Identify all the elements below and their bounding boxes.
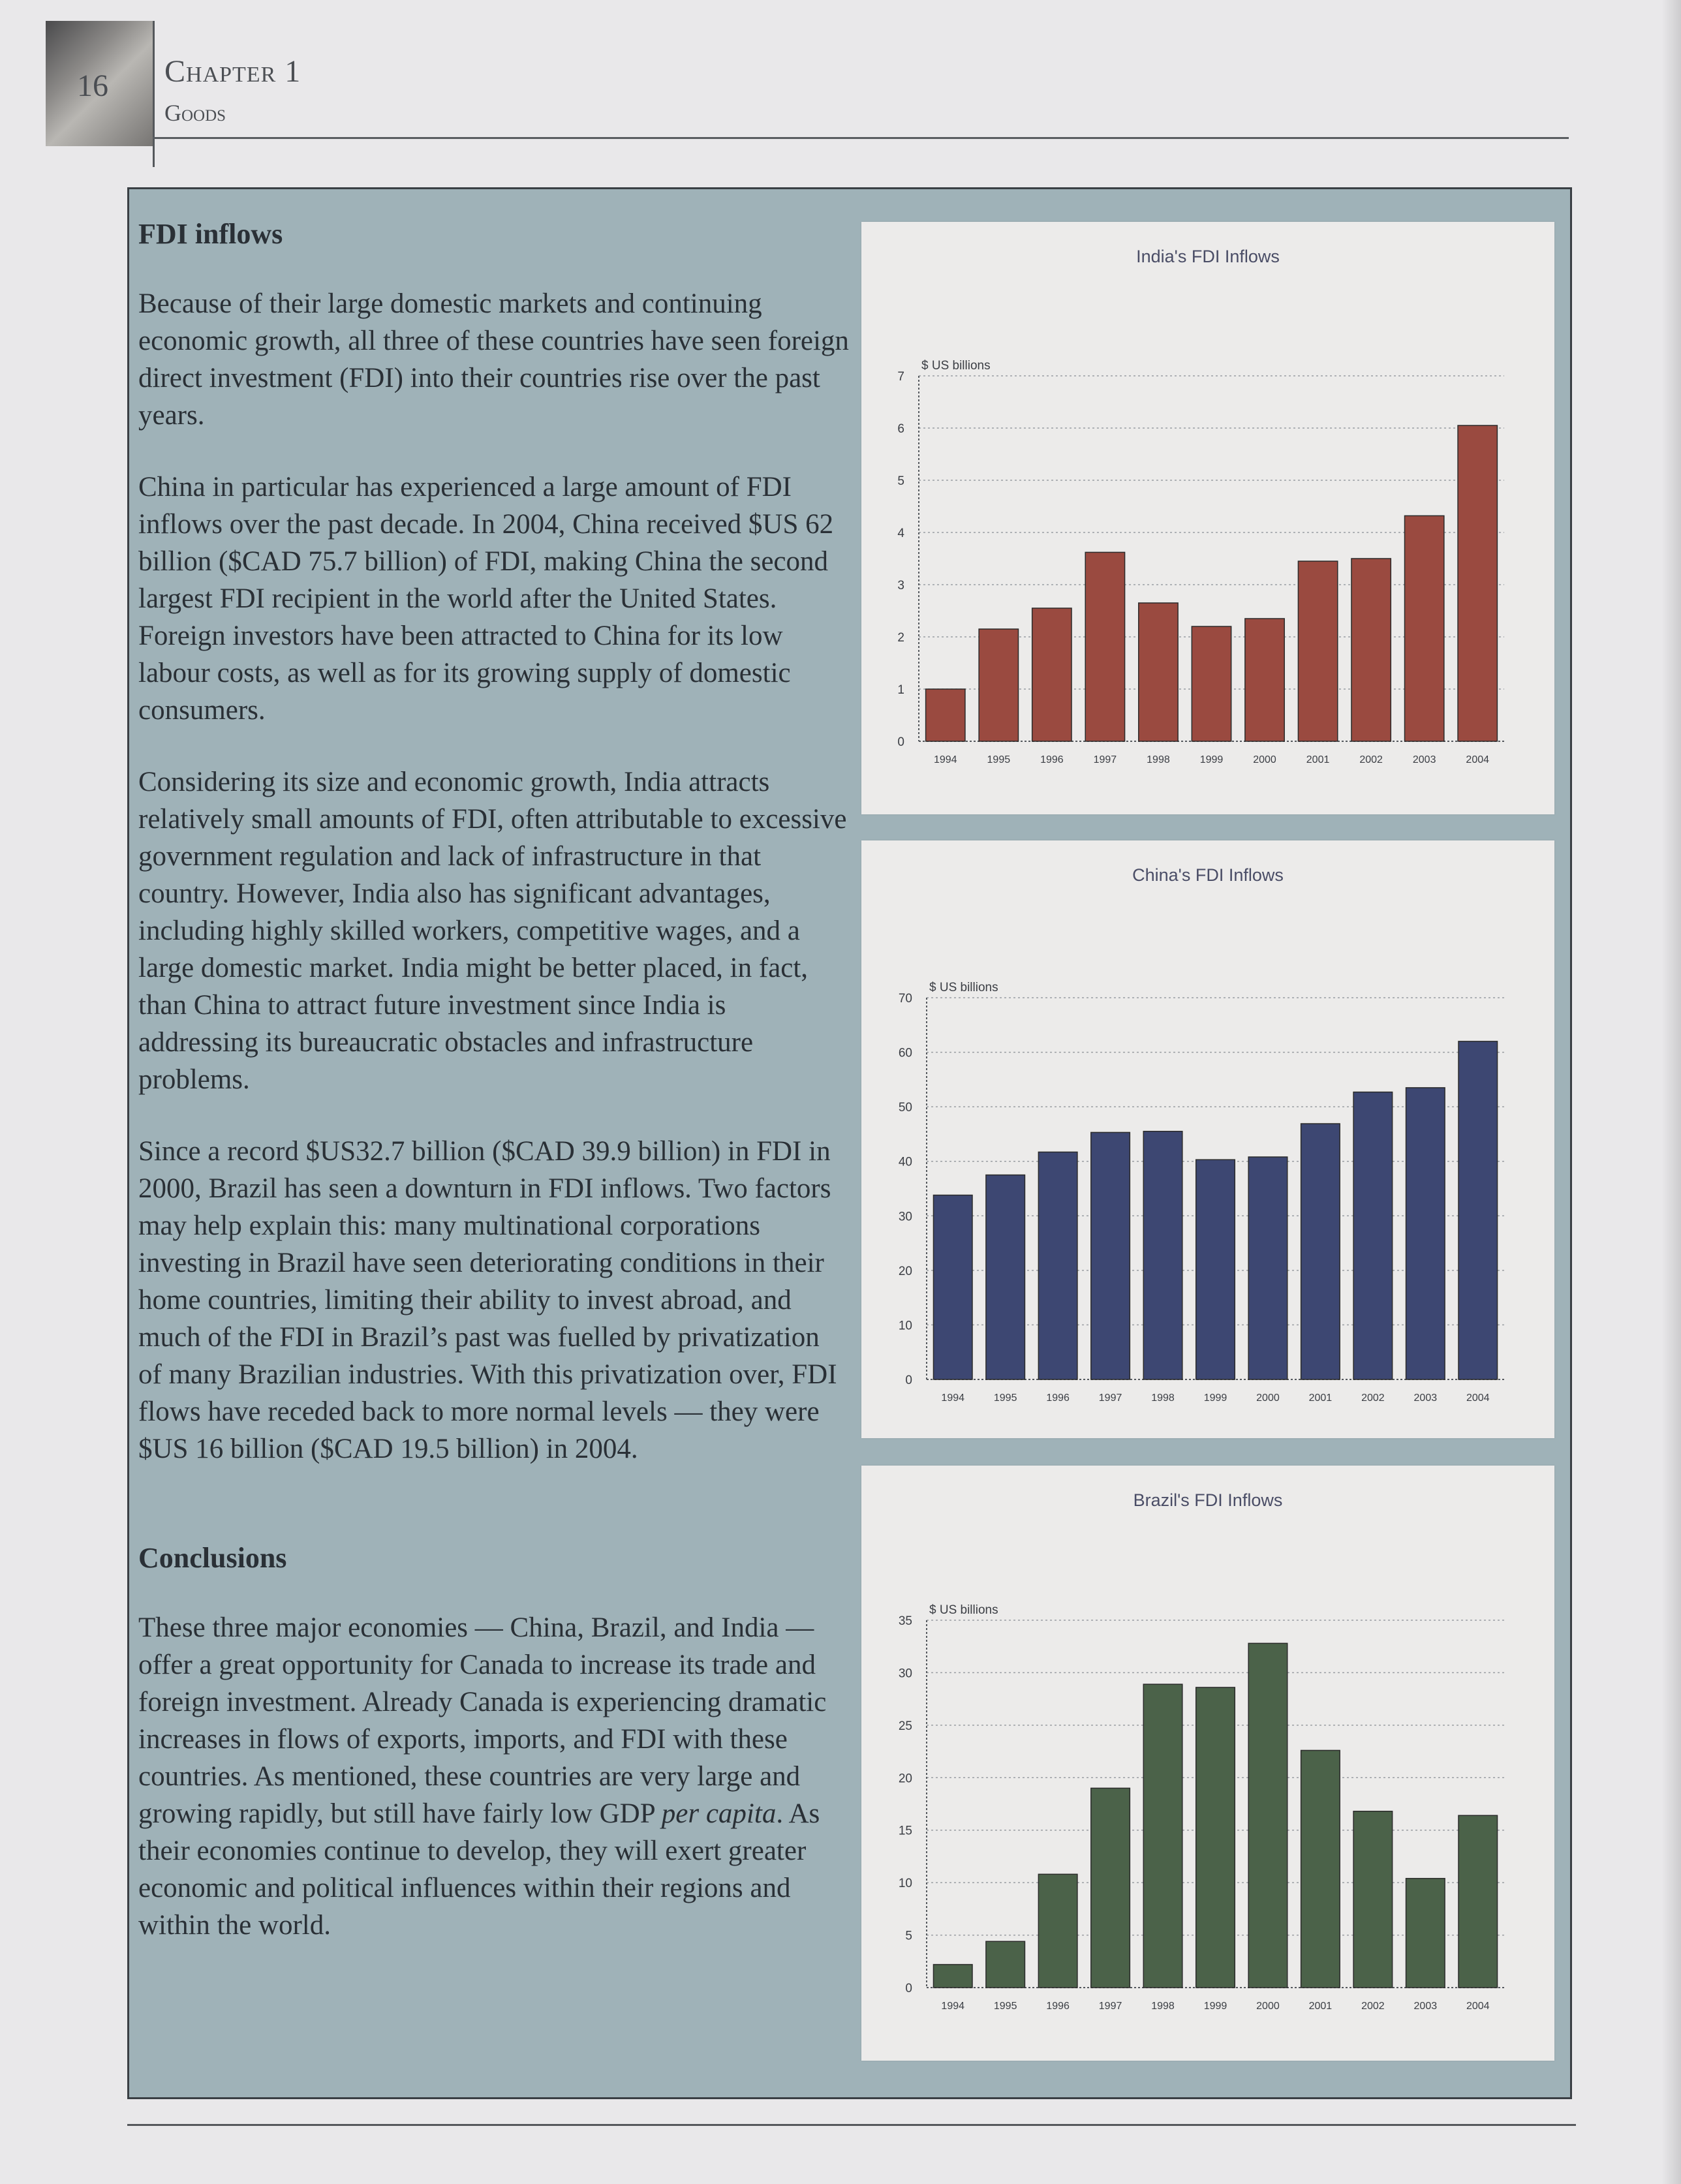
- brazil-x-tick-label: 2004: [1466, 2001, 1490, 2012]
- binding-shadow: [1661, 0, 1681, 2184]
- conclusions-heading: Conclusions: [138, 1542, 287, 1574]
- brazil-x-tick-label: 1994: [941, 2001, 965, 2012]
- china-y-tick-label: 40: [898, 1155, 912, 1169]
- brazil-y-tick-label: 25: [898, 1719, 912, 1733]
- brazil-x-tick-label: 2000: [1256, 2001, 1280, 2012]
- india-fdi-chart-panel: [861, 222, 1554, 814]
- footer-rule: [127, 2124, 1576, 2126]
- india-x-tick-label: 2002: [1359, 754, 1383, 765]
- conclusions-text-italic: per capita: [661, 1798, 777, 1829]
- china-bar-2004: [1458, 1041, 1498, 1379]
- china-y-axis-unit-label: $ US billions: [929, 981, 998, 994]
- brazil-y-tick-label: 0: [905, 1982, 912, 1995]
- china-x-tick-label: 1998: [1151, 1392, 1175, 1404]
- brazil-y-axis-unit-label: $ US billions: [929, 1603, 998, 1617]
- brazil-bar-1995: [986, 1941, 1025, 1988]
- india-bar-1999: [1192, 626, 1231, 741]
- india-y-tick-label: 1: [897, 683, 904, 697]
- conclusions-text-end: . As their economies continue to develop, they will exert greater economic and political influences within their regions and within the world.: [138, 1798, 820, 1941]
- india-x-tick-label: 1998: [1147, 754, 1170, 765]
- paragraph-brazil: Since a record $US32.7 billion ($CAD 39.9 billion) in FDI in 2000, Brazil has seen a downturn in FDI inflows. Two factors may help explain this: many multinational corporations investing in Brazil have seen deteriorating conditions in their home countries, limiting their ability to invest abroad, and much of the FDI in Brazil’s past was fuelled by privatization of many Brazilian industries. With this privatization over, FDI flows have receded back to more normal levels — they were $US 16 billion ($CAD 19.5 billion) in 2004.: [138, 1136, 837, 1464]
- india-bar-1994: [926, 689, 965, 741]
- header-divider-vertical: [153, 21, 155, 167]
- china-bar-1996: [1038, 1152, 1077, 1379]
- china-chart-title: China's FDI Inflows: [1132, 865, 1284, 885]
- india-chart-title: India's FDI Inflows: [1136, 247, 1280, 266]
- india-x-tick-label: 1996: [1040, 754, 1064, 765]
- india-x-tick-label: 2001: [1306, 754, 1330, 765]
- india-y-tick-label: 6: [897, 422, 904, 436]
- brazil-x-tick-label: 2001: [1308, 2001, 1333, 2012]
- paragraph-china: China in particular has experienced a large amount of FDI inflows over the past decade. In 2004, China received $US 62 billion ($CAD 75.7 billion) of FDI, making China the second largest FDI recipient in the world after the United States. Foreign investors have been attracted to China for its low labour costs, as well as for its growing supply of domestic consumers.: [138, 472, 834, 726]
- china-bar-2002: [1353, 1092, 1393, 1379]
- brazil-y-tick-label: 30: [898, 1667, 912, 1681]
- brazil-fdi-chart-panel: [861, 1466, 1554, 2061]
- india-y-tick-label: 4: [897, 527, 904, 540]
- india-x-tick-label: 1999: [1199, 754, 1224, 765]
- brazil-x-tick-label: 1995: [993, 2001, 1017, 2012]
- china-y-tick-label: 30: [898, 1210, 912, 1224]
- india-x-tick-label: 2004: [1466, 754, 1490, 765]
- brazil-bar-1999: [1196, 1687, 1235, 1988]
- paragraph-intro: Because of their large domestic markets and continuing economic growth, all three of these countries have seen foreign direct investment (FDI) into their countries rise over the past years.: [138, 288, 849, 431]
- brazil-y-tick-label: 10: [898, 1877, 912, 1891]
- china-bar-2000: [1248, 1157, 1288, 1379]
- text-column: [138, 215, 850, 1944]
- brazil-bar-1997: [1091, 1788, 1130, 1988]
- china-x-tick-label: 2004: [1466, 1392, 1490, 1404]
- brazil-x-tick-label: 1998: [1151, 2001, 1175, 2012]
- china-x-tick-label: 1994: [941, 1392, 965, 1404]
- china-y-tick-label: 70: [898, 992, 912, 1006]
- india-y-axis-unit-label: $ US billions: [921, 359, 991, 373]
- brazil-x-tick-label: 1997: [1098, 2001, 1122, 2012]
- india-x-tick-label: 1995: [987, 754, 1011, 765]
- india-bar-2001: [1298, 561, 1337, 741]
- china-x-tick-label: 1999: [1203, 1392, 1227, 1404]
- brazil-bar-2004: [1458, 1815, 1498, 1988]
- india-y-tick-label: 2: [897, 631, 904, 645]
- brazil-y-tick-label: 35: [898, 1614, 912, 1628]
- brazil-x-tick-label: 1999: [1203, 2001, 1227, 2012]
- india-bar-2003: [1405, 515, 1444, 741]
- india-bar-2000: [1245, 619, 1284, 741]
- brazil-bar-2002: [1353, 1811, 1393, 1988]
- china-x-tick-label: 1997: [1098, 1392, 1122, 1404]
- fdi-inflows-heading: FDI inflows: [138, 218, 283, 250]
- china-y-tick-label: 10: [898, 1319, 912, 1333]
- india-x-tick-label: 2003: [1412, 754, 1436, 765]
- paragraph-india: Considering its size and economic growth, India attracts relatively small amounts of FDI, often attributable to excessive government regulation and lack of infrastructure in that country. However, India also has significant advantages, including highly skilled workers, competitive wages, and a large domestic market. India might be better placed, in fact, than China to attract future investment since India is addressing its bureaucratic obstacles and infrastructure problems.: [138, 767, 847, 1095]
- page-header: [0, 0, 1681, 170]
- india-bar-1998: [1139, 603, 1178, 741]
- india-bar-1996: [1032, 608, 1072, 741]
- china-x-tick-label: 2003: [1413, 1392, 1438, 1404]
- india-x-tick-label: 2000: [1253, 754, 1276, 765]
- china-bar-1994: [933, 1195, 972, 1379]
- brazil-x-tick-label: 2003: [1413, 2001, 1438, 2012]
- india-y-tick-label: 3: [897, 579, 904, 592]
- brazil-chart-title: Brazil's FDI Inflows: [1133, 1490, 1283, 1510]
- brazil-bar-2001: [1301, 1750, 1340, 1988]
- india-bar-2004: [1458, 425, 1497, 741]
- india-bar-2002: [1351, 559, 1391, 741]
- brazil-bar-1996: [1038, 1874, 1077, 1988]
- conclusions-text-start: These three major economies — China, Brazil, and India — offer a great opportunity for Canada to increase its trade and foreign investment. Already Canada is experiencing dramatic increases in flows of exports, imports, and FDI with these countries. As mentioned, these countries are very large and growing rapidly, but still have fairly low GDP: [138, 1612, 827, 1829]
- chapter-label: Chapter 1: [164, 54, 301, 89]
- section-label: Goods: [164, 100, 226, 126]
- brazil-y-tick-label: 15: [898, 1824, 912, 1838]
- paragraph-conclusions: [138, 1609, 850, 1944]
- china-y-tick-label: 0: [905, 1374, 912, 1387]
- india-bar-1995: [979, 629, 1018, 741]
- brazil-x-tick-label: 1996: [1046, 2001, 1070, 2012]
- brazil-y-tick-label: 5: [905, 1929, 912, 1943]
- brazil-bar-2000: [1248, 1643, 1288, 1988]
- china-y-tick-label: 60: [898, 1046, 912, 1060]
- india-bar-1997: [1085, 552, 1124, 741]
- brazil-bar-1994: [933, 1965, 972, 1988]
- brazil-bar-1998: [1143, 1684, 1182, 1988]
- china-bar-1995: [986, 1175, 1025, 1379]
- china-bar-1997: [1091, 1132, 1130, 1379]
- india-y-tick-label: 0: [897, 735, 904, 749]
- fdi-sidebar-box: [127, 187, 1572, 2099]
- china-x-tick-label: 2000: [1256, 1392, 1280, 1404]
- china-x-tick-label: 1996: [1046, 1392, 1070, 1404]
- china-x-tick-label: 2001: [1308, 1392, 1333, 1404]
- india-fdi-chart: [861, 222, 1554, 814]
- india-x-tick-label: 1994: [933, 754, 957, 765]
- header-divider-horizontal: [153, 137, 1569, 139]
- india-y-tick-label: 7: [897, 370, 904, 384]
- china-bar-2001: [1301, 1124, 1340, 1379]
- india-x-tick-label: 1997: [1093, 754, 1117, 765]
- brazil-y-tick-label: 20: [898, 1772, 912, 1786]
- china-y-tick-label: 20: [898, 1264, 912, 1278]
- china-x-tick-label: 2002: [1361, 1392, 1385, 1404]
- china-y-tick-label: 50: [898, 1101, 912, 1115]
- brazil-fdi-chart: [861, 1466, 1554, 2061]
- india-y-tick-label: 5: [897, 474, 904, 488]
- china-x-tick-label: 1995: [993, 1392, 1017, 1404]
- china-fdi-chart-panel: [861, 840, 1554, 1438]
- china-bar-1998: [1143, 1131, 1182, 1379]
- china-bar-1999: [1196, 1160, 1235, 1379]
- brazil-bar-2003: [1406, 1879, 1445, 1988]
- china-fdi-chart: [861, 840, 1554, 1438]
- china-bar-2003: [1406, 1088, 1445, 1379]
- brazil-x-tick-label: 2002: [1361, 2001, 1385, 2012]
- page-number: 16: [77, 69, 108, 103]
